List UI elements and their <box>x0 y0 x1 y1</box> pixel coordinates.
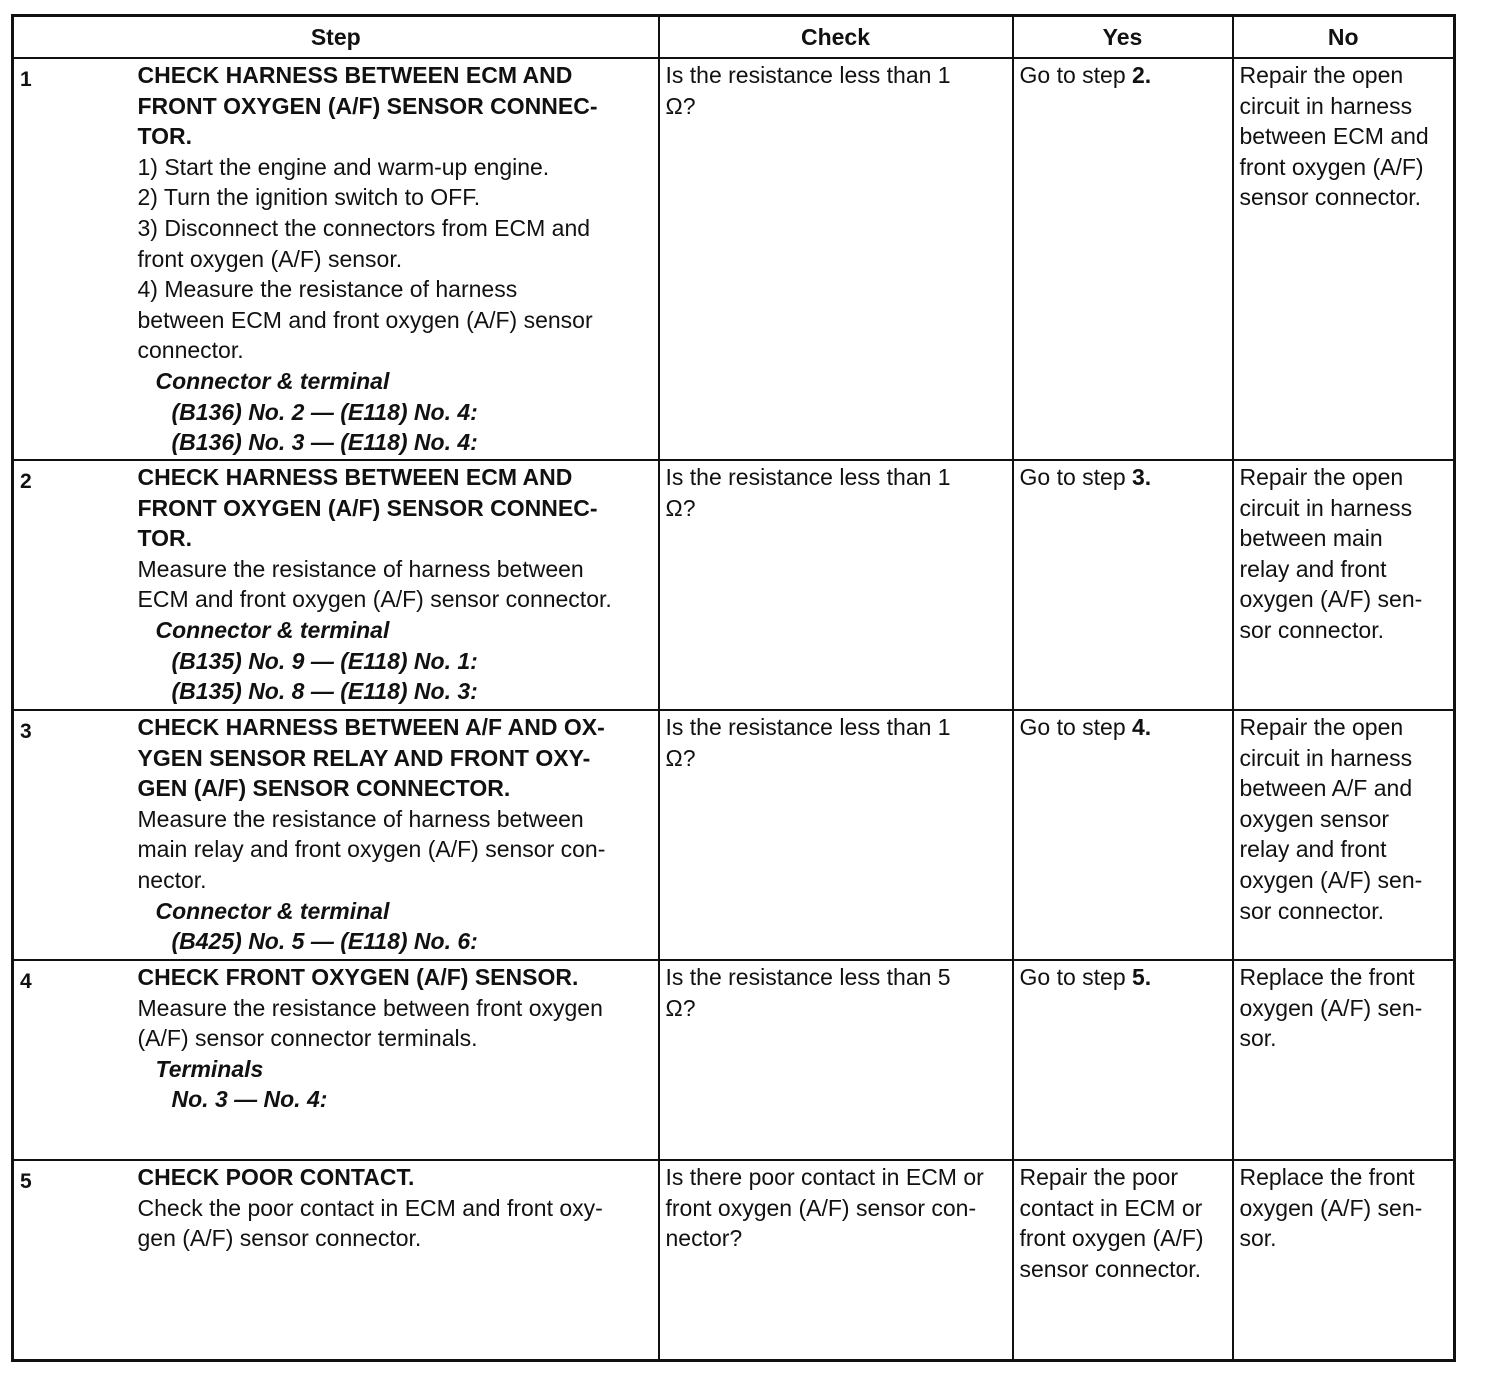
check-cell <box>659 960 1013 1160</box>
no-cell <box>1233 460 1455 710</box>
yes-text <box>1020 712 1228 743</box>
no-text: between ECM and <box>1239 123 1429 150</box>
check-text: Is the resistance less than 1 <box>665 714 951 740</box>
no-text: between main <box>1239 525 1383 552</box>
no-text: oxygen (A/F) sen- <box>1239 586 1423 613</box>
step-instruction: nector. <box>137 866 207 893</box>
step-number: 1 <box>13 58 135 460</box>
no-text: relay and front <box>1239 836 1387 863</box>
step-instruction: main relay and front oxygen (A/F) sensor con- <box>137 836 606 863</box>
step-instruction: (A/F) sensor connector terminals. <box>137 1025 478 1052</box>
step-title: CHECK POOR CONTACT. <box>137 1164 415 1190</box>
no-text: Replace the front <box>1239 964 1415 990</box>
no-text: Repair the open <box>1239 62 1404 88</box>
step-instruction: 3) Disconnect the connectors from ECM and <box>137 214 591 241</box>
step-instruction: connector. <box>137 337 244 364</box>
goto-prefix: Go to step <box>1019 464 1133 490</box>
step-title: CHECK HARNESS BETWEEN A/F AND OX- <box>137 714 605 740</box>
step-instruction: 2) Turn the ignition switch to OFF. <box>137 184 481 211</box>
diagnostic-table <box>11 14 1456 1362</box>
no-text: sor connector. <box>1239 897 1384 924</box>
no-cell <box>1233 960 1455 1160</box>
yes-text: sensor connector. <box>1019 1255 1202 1282</box>
step-number: 2 <box>13 460 135 710</box>
goto-prefix: Go to step <box>1019 62 1133 88</box>
check-text: Is there poor contact in ECM or <box>665 1164 984 1190</box>
no-text: oxygen (A/F) sen- <box>1239 866 1423 893</box>
step-title: TOR. <box>137 525 193 552</box>
check-cell <box>659 460 1013 710</box>
terminal-value: (B136) No. 2 — (E118) No. 4: <box>171 398 478 425</box>
no-text: sensor connector. <box>1239 184 1422 211</box>
step-title: CHECK HARNESS BETWEEN ECM AND <box>137 62 573 88</box>
step-instruction: 1) Start the engine and warm-up engine. <box>137 153 550 180</box>
step-title: FRONT OXYGEN (A/F) SENSOR CONNEC- <box>137 92 598 119</box>
step-instruction: Check the poor contact in ECM and front oxy- <box>137 1194 603 1221</box>
step-number: 5 <box>13 1160 135 1360</box>
step-number: 3 <box>13 710 135 960</box>
terminal-label: Connector & terminal <box>155 367 390 394</box>
no-cell <box>1233 710 1455 960</box>
no-text: between A/F and <box>1239 775 1413 802</box>
yes-text <box>1020 60 1228 91</box>
step-description <box>135 58 659 460</box>
header-no: No <box>1233 16 1455 59</box>
no-text: Repair the open <box>1239 714 1404 740</box>
no-text: circuit in harness <box>1239 494 1413 521</box>
step-instruction: gen (A/F) sensor connector. <box>137 1225 422 1252</box>
table-row <box>13 58 1455 460</box>
goto-step-number: 2. <box>1132 62 1152 88</box>
header-yes: Yes <box>1013 16 1233 59</box>
table-row <box>13 1160 1455 1360</box>
step-title: FRONT OXYGEN (A/F) SENSOR CONNEC- <box>137 494 598 521</box>
step-number: 4 <box>13 960 135 1160</box>
goto-step-number: 3. <box>1132 464 1152 490</box>
header-row <box>13 16 1455 59</box>
no-text: relay and front <box>1239 555 1387 582</box>
check-cell <box>659 710 1013 960</box>
table-row <box>13 710 1455 960</box>
no-text: Replace the front <box>1239 1164 1415 1190</box>
step-description <box>135 960 659 1160</box>
no-cell <box>1233 58 1455 460</box>
step-instruction: Measure the resistance between front oxygen <box>137 994 603 1021</box>
check-text: Ω? <box>665 994 696 1021</box>
step-description <box>135 710 659 960</box>
step-instruction: ECM and front oxygen (A/F) sensor connector. <box>137 586 612 613</box>
no-text: sor connector. <box>1239 616 1384 643</box>
step-title: YGEN SENSOR RELAY AND FRONT OXY- <box>137 744 591 771</box>
header-check: Check <box>659 16 1013 59</box>
step-instruction: front oxygen (A/F) sensor. <box>137 245 403 272</box>
no-text: front oxygen (A/F) <box>1239 153 1424 180</box>
no-cell <box>1233 1160 1455 1360</box>
step-title: TOR. <box>137 123 193 150</box>
check-cell <box>659 1160 1013 1360</box>
no-text: sor. <box>1239 1025 1277 1052</box>
step-instruction: 4) Measure the resistance of harness <box>137 276 518 303</box>
check-text: Is the resistance less than 1 <box>665 62 951 88</box>
terminal-label: Terminals <box>155 1055 264 1082</box>
step-description <box>135 1160 659 1360</box>
check-text: front oxygen (A/F) sensor con- <box>665 1194 977 1221</box>
step-description <box>135 460 659 710</box>
no-text: Repair the open <box>1239 464 1404 490</box>
check-text: Is the resistance less than 5 <box>665 964 951 990</box>
yes-text: Repair the poor <box>1019 1164 1179 1190</box>
no-text: circuit in harness <box>1239 744 1413 771</box>
yes-text <box>1020 962 1228 993</box>
goto-prefix: Go to step <box>1019 714 1133 740</box>
no-text: circuit in harness <box>1239 92 1413 119</box>
terminal-value: (B425) No. 5 — (E118) No. 6: <box>171 928 478 955</box>
no-text: oxygen (A/F) sen- <box>1239 994 1423 1021</box>
step-title: CHECK FRONT OXYGEN (A/F) SENSOR. <box>137 964 579 990</box>
yes-cell <box>1013 960 1233 1160</box>
step-instruction: Measure the resistance of harness between <box>137 555 584 582</box>
yes-text: front oxygen (A/F) <box>1019 1225 1204 1252</box>
terminal-value: No. 3 — No. 4: <box>171 1086 328 1113</box>
check-text: Is the resistance less than 1 <box>665 464 951 490</box>
goto-step-number: 4. <box>1132 714 1152 740</box>
goto-prefix: Go to step <box>1019 964 1133 990</box>
step-instruction: between ECM and front oxygen (A/F) sensor <box>137 306 593 333</box>
yes-cell <box>1013 460 1233 710</box>
table-row <box>13 960 1455 1160</box>
terminal-label: Connector & terminal <box>155 897 390 924</box>
check-text: Ω? <box>665 494 696 521</box>
yes-text: contact in ECM or <box>1019 1194 1203 1221</box>
check-text: Ω? <box>665 744 696 771</box>
check-text: Ω? <box>665 92 696 119</box>
check-text: nector? <box>665 1225 743 1252</box>
yes-cell <box>1013 1160 1233 1360</box>
terminal-label: Connector & terminal <box>155 616 390 643</box>
goto-step-number: 5. <box>1132 964 1152 990</box>
no-text: oxygen sensor <box>1239 805 1390 832</box>
terminal-value: (B136) No. 3 — (E118) No. 4: <box>171 429 478 456</box>
terminal-value: (B135) No. 8 — (E118) No. 3: <box>171 678 478 705</box>
terminal-value: (B135) No. 9 — (E118) No. 1: <box>171 647 478 674</box>
yes-cell <box>1013 58 1233 460</box>
check-cell <box>659 58 1013 460</box>
step-instruction: Measure the resistance of harness between <box>137 805 584 832</box>
no-text: oxygen (A/F) sen- <box>1239 1194 1423 1221</box>
header-step: Step <box>13 16 659 59</box>
table-row <box>13 460 1455 710</box>
step-title: CHECK HARNESS BETWEEN ECM AND <box>137 464 573 490</box>
step-title: GEN (A/F) SENSOR CONNECTOR. <box>137 775 511 802</box>
no-text: sor. <box>1239 1225 1277 1252</box>
yes-text <box>1020 462 1228 493</box>
yes-cell <box>1013 710 1233 960</box>
